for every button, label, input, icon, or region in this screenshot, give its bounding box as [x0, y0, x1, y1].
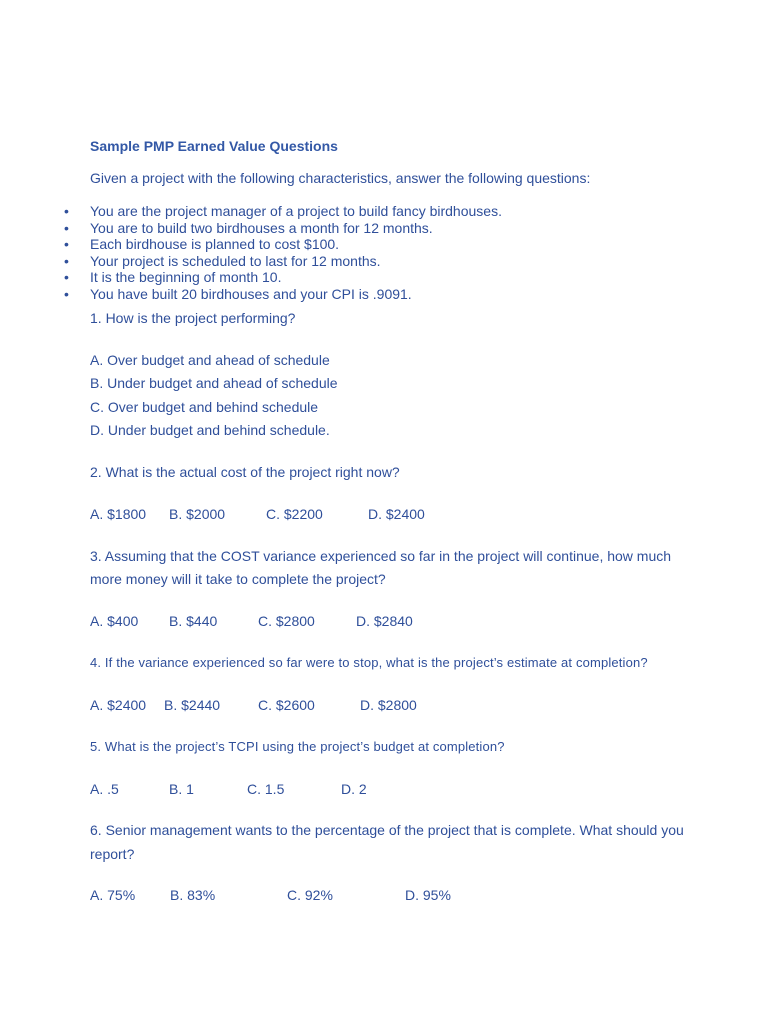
bullet-icon: •	[64, 203, 69, 219]
question-6-line-2: report?	[90, 846, 135, 862]
list-item: • You are the project manager of a project to build fancy birdhouses.	[64, 203, 502, 219]
q2-option-a: A. $1800	[90, 506, 147, 522]
question-3-line-2: more money will it take to complete the project?	[90, 571, 386, 587]
list-item: • Each birdhouse is planned to cost $100.	[64, 236, 340, 253]
question-2: 2. What is the actual cost of the project right now?	[90, 464, 400, 480]
q3-option-d: D. $2840	[356, 613, 413, 629]
q1-option-d: D. Under budget and behind schedule.	[90, 422, 330, 438]
list-item: • You are to build two birdhouses a month for 12 months.	[64, 219, 433, 236]
q6-option-c: C. 92%	[287, 887, 333, 903]
document-title: Sample PMP Earned Value Questions	[90, 138, 338, 154]
q2-option-c: C. $2200	[266, 506, 323, 522]
q4-option-a: A. $2400	[90, 697, 147, 713]
q1-option-c: C. Over budget and behind schedule	[90, 399, 319, 415]
intro-text: Given a project with the following characteristics, answer the following questions:	[90, 170, 591, 186]
q4-option-b: B. $2440	[164, 697, 221, 713]
list-item: • It is the beginning of month 10.	[64, 269, 282, 286]
q1-option-b: B. Under budget and ahead of schedule	[90, 375, 338, 391]
q3-option-a: A. $400	[90, 613, 139, 629]
q5-option-b: B. 1	[169, 781, 194, 797]
bullet-icon: •	[64, 269, 69, 286]
q2-option-b: B. $2000	[169, 506, 226, 522]
bullet-icon: •	[64, 236, 69, 253]
q5-option-c: C. 1.5	[247, 781, 285, 797]
question-1: 1. How is the project performing?	[90, 310, 296, 326]
q1-option-a: A. Over budget and ahead of schedule	[90, 352, 330, 368]
q5-option-a: A. .5	[90, 781, 119, 797]
q6-option-d: D. 95%	[405, 887, 451, 903]
q6-option-b: B. 83%	[170, 887, 216, 903]
question-3-line-1: 3. Assuming that the COST variance experienced so far in the project will continue, how much	[90, 548, 672, 564]
list-item: • You have built 20 birdhouses and your CPI is .9091.	[64, 285, 412, 302]
q6-option-a: A. 75%	[90, 887, 136, 903]
q5-option-d: D. 2	[341, 781, 367, 797]
bullet-icon: •	[64, 285, 69, 302]
question-6-line-1: 6. Senior management wants to the percentage of the project that is complete. What should you	[90, 822, 684, 838]
q3-option-b: B. $440	[169, 613, 218, 629]
q4-option-c: C. $2600	[258, 697, 315, 713]
characteristics-list	[62, 203, 502, 303]
question-5: 5. What is the project’s TCPI using the project’s budget at completion?	[90, 739, 505, 754]
bullet-icon: •	[64, 219, 69, 236]
q4-option-d: D. $2800	[360, 697, 417, 713]
q3-option-c: C. $2800	[258, 613, 315, 629]
bullet-icon: •	[64, 252, 69, 269]
q2-option-d: D. $2400	[368, 506, 425, 522]
question-4: 4. If the variance experienced so far were to stop, what is the project’s estimate at completion?	[90, 655, 648, 670]
list-item: • Your project is scheduled to last for 12 months.	[64, 252, 381, 269]
